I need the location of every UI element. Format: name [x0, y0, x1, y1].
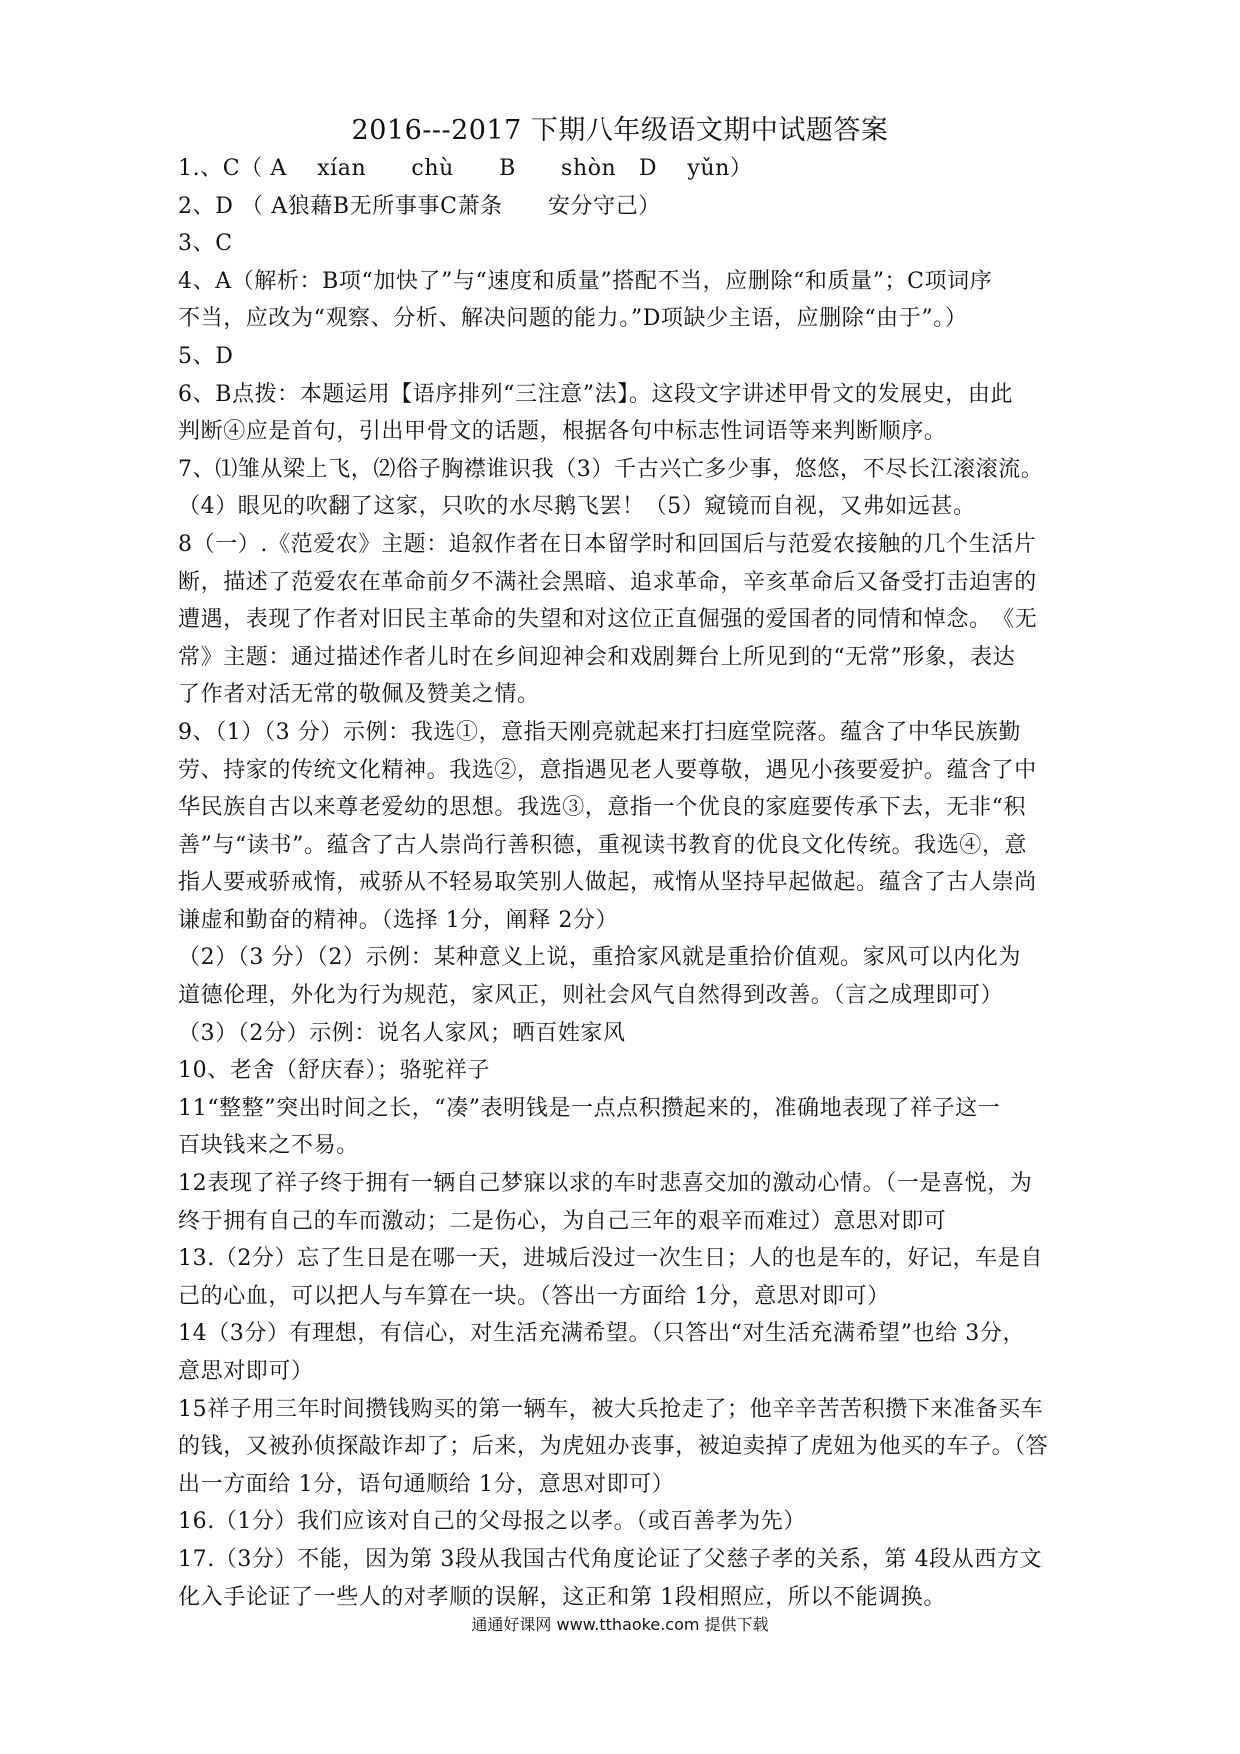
text-line: 出一方面给 1分，语句通顺给 1分，意思对即可） — [178, 1471, 675, 1497]
text-line: 指人要戒骄戒惰，戒骄从不轻易取笑别人做起，戒惰从坚持早起做起。蕴含了古人崇尚 — [178, 870, 1037, 896]
text-line: 百块钱来之不易。 — [178, 1133, 359, 1159]
text-line: （3）（2分）示例：说名人家风；晒百姓家风 — [178, 1020, 626, 1046]
text-line: 1.、C（ A xían chù B shòn D yǔn） — [178, 156, 753, 181]
text-line: 谦虚和勤奋的精神。（选择 1分，阐释 2分） — [178, 907, 619, 933]
text-line: 3、C — [178, 231, 233, 257]
text-line: （4）眼见的吹翻了这家，只吹的水尽鹅飞罢！（5）窥镜而自视，又弗如远甚。 — [178, 494, 976, 520]
text-line: 断，描述了范爱农在革命前夕不满社会黑暗、追求革命，辛亥革命后又备受打击迫害的 — [178, 569, 1037, 595]
text-line: 劳、持家的传统文化精神。我选②，意指遇见老人要尊敬，遇见小孩要爱护。蕴含了中 — [178, 757, 1037, 783]
text-line: 终于拥有自己的车而激动；二是伤心，为自己三年的艰辛而难过）意思对即可 — [178, 1208, 947, 1234]
text-line: 善”与“读书”。蕴含了古人崇尚行善积德，重视读书教育的优良文化传统。我选④，意 — [178, 832, 1028, 858]
text-line: 11“整整”突出时间之长，“凑”表明钱是一点点积攒起来的，准确地表现了祥子这一 — [178, 1095, 1001, 1121]
text-line: 2、D （ A狼藉B无所事事C萧条 安分守己） — [178, 193, 661, 219]
text-line: 4、A（解析：B项“加快了”与“速度和质量”搭配不当，应删除“和质量”；C项词序 — [178, 268, 993, 294]
text-line: 己的心血，可以把人与车算在一块。（答出一方面给 1分，意思对即可） — [178, 1283, 890, 1309]
footer-credit: 通通好课网 www.tthaoke.com 提供下载 — [471, 1615, 769, 1634]
text-line: 判断④应是首句，引出甲骨文的话题，根据各句中标志性词语等来判断顺序。 — [178, 419, 947, 445]
text-line: 17.（3分）不能，因为第 3段从我国古代角度论证了父慈子孝的关系，第 4段从西方文 — [178, 1546, 1043, 1572]
text-line: 16.（1分）我们应该对自己的父母报之以孝。（或百善孝为先） — [178, 1509, 806, 1535]
text-line: 常》主题：通过描述作者儿时在乡间迎神会和戏剧舞台上所见到的“无常”形象，表达 — [178, 644, 1016, 670]
text-line: 6、B点拨：本题运用【语序排列“三注意”法】。这段文字讲述甲骨文的发展史，由此 — [178, 381, 1014, 407]
page-title: 2016---2017 下期八年级语文期中试题答案 — [351, 115, 889, 146]
text-line: 15祥子用三年时间攒钱购买的第一辆车，被大兵抢走了；他辛辛苦苦积攒下来准备买车 — [178, 1396, 1044, 1422]
text-line: （2）（3 分）（2）示例：某种意义上说，重拾家风就是重拾价值观。家风可以内化为 — [178, 945, 1021, 971]
text-line: 意思对即可） — [178, 1359, 314, 1384]
text-line: 道德伦理，外化为行为规范，家风正，则社会风气自然得到改善。（言之成理即可） — [178, 983, 1004, 1009]
text-line: 的钱，又被孙侦探敲诈却了；后来，为虎妞办丧事，被迫卖掉了虎妞为他买的车子。（答 — [178, 1434, 1049, 1460]
text-line: 不当，应改为“观察、分析、解决问题的能力。”D项缺少主语，应删除“由于”。） — [178, 306, 968, 332]
text-line: 7、⑴雏从梁上飞，⑵俗子胸襟谁识我（3）千古兴亡多少事，悠悠，不尽长江滚滚流。 — [178, 456, 1044, 482]
text-line: 5、D — [178, 343, 234, 369]
text-line: 化入手论证了一些人的对孝顺的误解，这正和第 1段相照应，所以不能调换。 — [178, 1584, 946, 1610]
text-line: 12表现了祥子终于拥有一辆自己梦寐以求的车时悲喜交加的激动心情。（一是喜悦，为 — [178, 1171, 1033, 1197]
text-line: 9、（1）（3 分）示例：我选①，意指天刚亮就起来打扫庭堂院落。蕴含了中华民族勤 — [178, 719, 1021, 745]
text-line: 10、老舍（舒庆春）；骆驼祥子 — [178, 1058, 490, 1084]
text-line: 14（3分）有理想，有信心，对生活充满希望。（只答出“对生活充满希望”也给 3分， — [178, 1321, 1026, 1347]
text-line: 遭遇，表现了作者对旧民主革命的失望和对这位正直倔强的爱国者的同情和悼念。 《无 — [178, 607, 1038, 633]
answer-content — [178, 150, 1136, 1616]
text-line: 了作者对活无常的敬佩及赞美之情。 — [178, 682, 540, 708]
text-line: 华民族自古以来尊老爱幼的思想。我选③，意指一个优良的家庭要传承下去，无非“积 — [178, 795, 1027, 821]
text-line: 8（一）.《范爱农》主题：追叙作者在日本留学时和回国后与范爱农接触的几个生活片 — [178, 531, 1037, 557]
text-line: 13.（2分）忘了生日是在哪一天，进城后没过一次生日；人的也是车的，好记，车是自 — [178, 1246, 1043, 1272]
